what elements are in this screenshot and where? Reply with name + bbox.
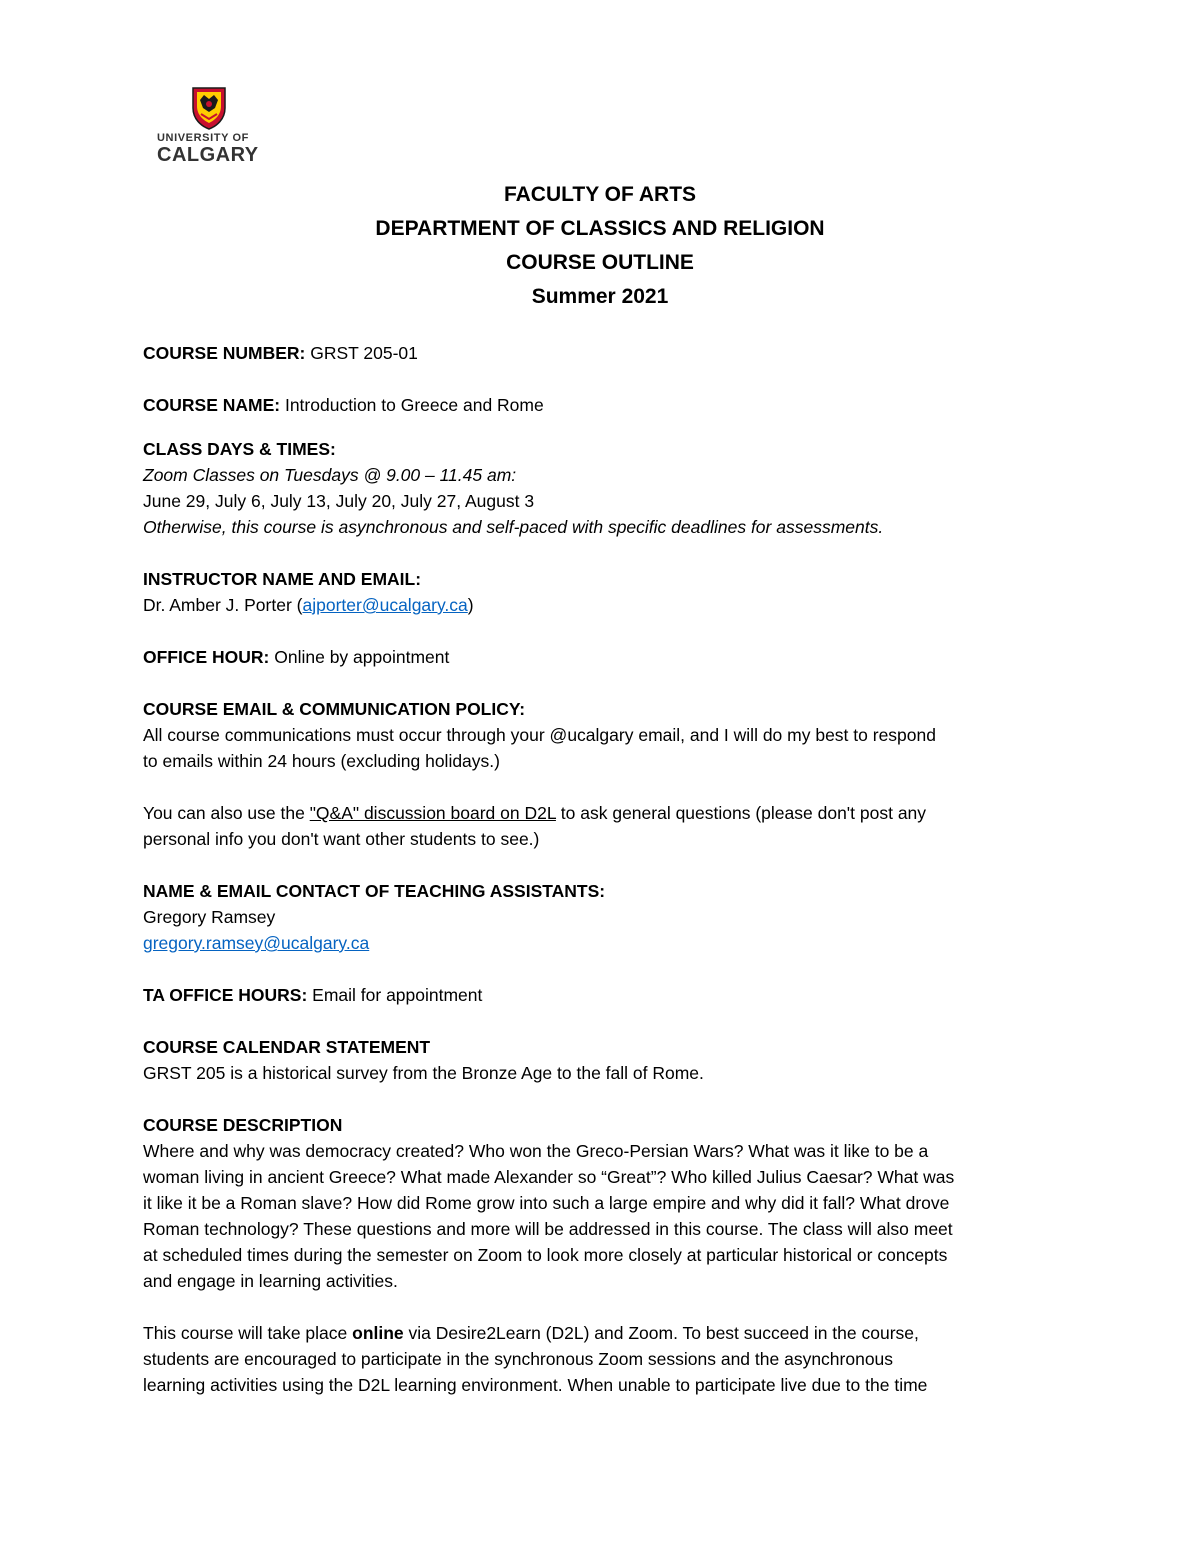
zoom-classes-line: Zoom Classes on Tuesdays @ 9.00 – 11.45 am: bbox=[143, 465, 517, 485]
description-line: woman living in ancient Greece? What made Alexander so “Great”? Who killed Julius Caesar? What was bbox=[143, 1167, 955, 1187]
crest-icon bbox=[191, 86, 227, 130]
ta-office-hours-label: TA OFFICE HOURS: bbox=[143, 985, 308, 1005]
instructor-line bbox=[143, 592, 1063, 618]
online-suffix: via Desire2Learn (D2L) and Zoom. To best succeed in the course, bbox=[403, 1323, 919, 1343]
instructor-label-text: INSTRUCTOR NAME AND EMAIL: bbox=[143, 569, 422, 589]
course-number bbox=[143, 340, 1063, 366]
course-name-value: Introduction to Greece and Rome bbox=[280, 395, 544, 415]
qa-line2: personal info you don't want other students to see.) bbox=[143, 829, 540, 849]
ta-email-link[interactable]: gregory.ramsey@ucalgary.ca bbox=[143, 933, 370, 953]
document-header bbox=[0, 178, 1200, 314]
doc-type-title: COURSE OUTLINE bbox=[506, 251, 694, 274]
course-number-label: COURSE NUMBER: bbox=[143, 343, 306, 363]
ta-label-text: NAME & EMAIL CONTACT OF TEACHING ASSISTANTS: bbox=[143, 881, 606, 901]
qa-suffix: to ask general questions (please don't post any bbox=[555, 803, 927, 823]
class-days-label-text: CLASS DAYS & TIMES: bbox=[143, 439, 336, 459]
document-body bbox=[143, 340, 1063, 1398]
communication-label bbox=[143, 696, 1063, 722]
qa-discussion-board-link[interactable]: "Q&A" discussion board on D2L bbox=[309, 803, 556, 823]
qa-prefix: You can also use the bbox=[143, 803, 310, 823]
instructor-close-paren: ) bbox=[467, 595, 474, 615]
logo-calgary: CALGARY bbox=[157, 144, 259, 166]
description-line: Roman technology? These questions and more will be addressed in this course. The class will also meet bbox=[143, 1219, 953, 1239]
ta-office-hours-value: Email for appointment bbox=[307, 985, 483, 1005]
communication-line2: to emails within 24 hours (excluding holidays.) bbox=[143, 751, 500, 771]
calendar-label-text: COURSE CALENDAR STATEMENT bbox=[143, 1037, 431, 1057]
course-name bbox=[143, 392, 1063, 418]
office-hour-value: Online by appointment bbox=[269, 647, 450, 667]
course-number-value: GRST 205-01 bbox=[305, 343, 418, 363]
qa-line bbox=[143, 800, 1063, 826]
description-label bbox=[143, 1112, 1063, 1138]
online-bold: online bbox=[352, 1323, 404, 1343]
ta-email-line bbox=[143, 930, 1063, 956]
communication-label-text: COURSE EMAIL & COMMUNICATION POLICY: bbox=[143, 699, 526, 719]
online-paragraph-line: students are encouraged to participate in the synchronous Zoom sessions and the asynchronous bbox=[143, 1349, 894, 1369]
logo-university-of: UNIVERSITY OF bbox=[157, 132, 249, 144]
communication-line1: All course communications must occur through your @ucalgary email, and I will do my best to respond bbox=[143, 725, 936, 745]
online-paragraph-line: learning activities using the D2L learning environment. When unable to participate live due to the time bbox=[143, 1375, 928, 1395]
online-paragraph-line1 bbox=[143, 1320, 1063, 1346]
description-line: it like it be a Roman slave? How did Rome grow into such a large empire and why did it fall? What drove bbox=[143, 1193, 950, 1213]
async-note-line: Otherwise, this course is asynchronous and self-paced with specific deadlines for assessments. bbox=[143, 517, 884, 537]
calendar-text: GRST 205 is a historical survey from the Bronze Age to the fall of Rome. bbox=[143, 1063, 704, 1083]
class-dates-line: June 29, July 6, July 13, July 20, July 27, August 3 bbox=[143, 491, 535, 511]
office-hour bbox=[143, 644, 1063, 670]
class-days-label bbox=[143, 436, 1063, 462]
university-logo bbox=[157, 86, 267, 166]
instructor-label bbox=[143, 566, 1063, 592]
ta-name: Gregory Ramsey bbox=[143, 907, 276, 927]
ta-label bbox=[143, 878, 1063, 904]
calendar-label bbox=[143, 1034, 1063, 1060]
description-line: Where and why was democracy created? Who won the Greco-Persian Wars? What was it like to be a bbox=[143, 1141, 929, 1161]
course-name-label: COURSE NAME: bbox=[143, 395, 281, 415]
office-hour-label: OFFICE HOUR: bbox=[143, 647, 270, 667]
term-title: Summer 2021 bbox=[531, 285, 669, 308]
description-line: and engage in learning activities. bbox=[143, 1271, 398, 1291]
instructor-name: Dr. Amber J. Porter ( bbox=[143, 595, 303, 615]
online-prefix: This course will take place bbox=[143, 1323, 353, 1343]
instructor-email-link[interactable]: ajporter@ucalgary.ca bbox=[302, 595, 468, 615]
description-label-text: COURSE DESCRIPTION bbox=[143, 1115, 343, 1135]
description-line: at scheduled times during the semester on Zoom to look more closely at particular historical or concepts bbox=[143, 1245, 948, 1265]
department-title: DEPARTMENT OF CLASSICS AND RELIGION bbox=[375, 217, 825, 240]
faculty-title: FACULTY OF ARTS bbox=[503, 183, 697, 206]
ta-office-hours bbox=[143, 982, 1063, 1008]
